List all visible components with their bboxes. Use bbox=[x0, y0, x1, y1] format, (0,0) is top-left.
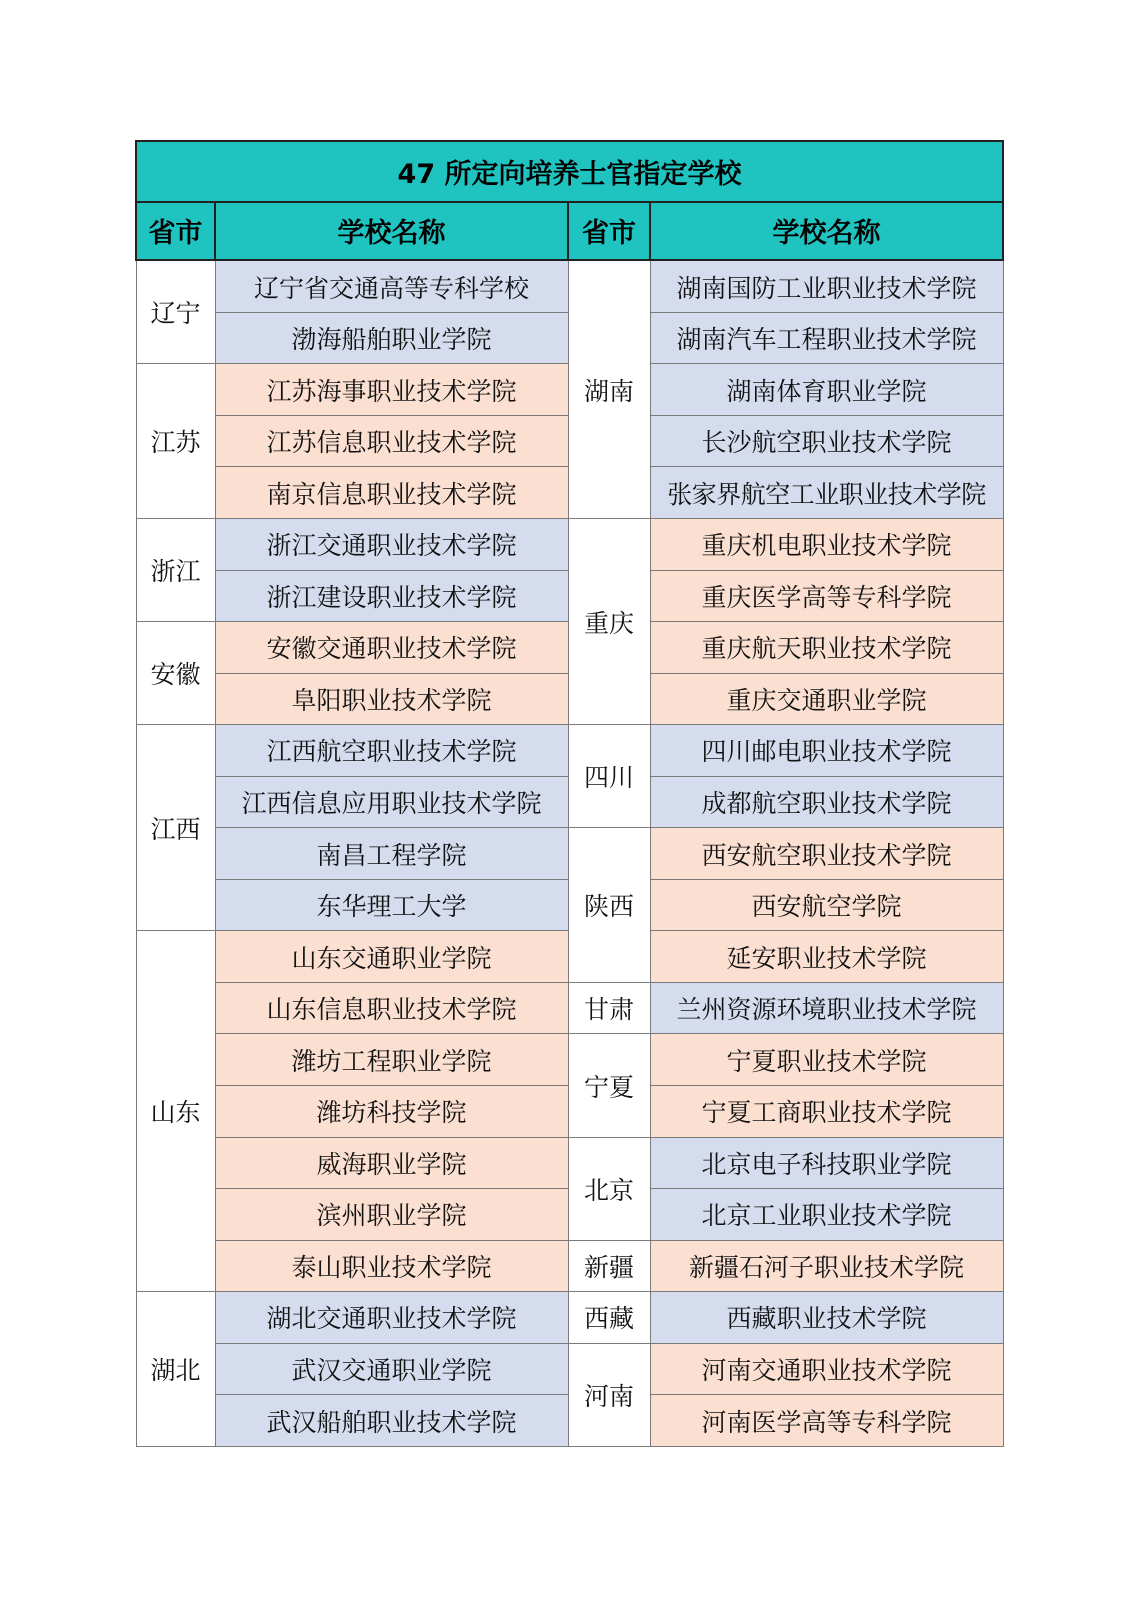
school-cell: 武汉船舶职业技术学院 bbox=[215, 1395, 568, 1447]
province-zhejiang: 浙江 bbox=[136, 519, 215, 622]
school-cell: 辽宁省交通高等专科学校 bbox=[215, 260, 568, 312]
province-xinjiang: 新疆 bbox=[568, 1240, 650, 1292]
school-cell: 长沙航空职业技术学院 bbox=[650, 415, 1003, 467]
header-school-left: 学校名称 bbox=[215, 202, 568, 261]
school-cell: 宁夏职业技术学院 bbox=[650, 1034, 1003, 1086]
province-henan: 河南 bbox=[568, 1343, 650, 1446]
school-cell: 南京信息职业技术学院 bbox=[215, 467, 568, 519]
school-cell: 兰州资源环境职业技术学院 bbox=[650, 982, 1003, 1034]
school-cell: 西安航空学院 bbox=[650, 879, 1003, 931]
school-cell: 张家界航空工业职业技术学院 bbox=[650, 467, 1003, 519]
school-cell: 安徽交通职业技术学院 bbox=[215, 622, 568, 674]
school-cell: 江西信息应用职业技术学院 bbox=[215, 776, 568, 828]
school-cell: 阜阳职业技术学院 bbox=[215, 673, 568, 725]
province-gansu: 甘肃 bbox=[568, 982, 650, 1034]
province-jiangsu: 江苏 bbox=[136, 364, 215, 519]
province-jiangxi: 江西 bbox=[136, 725, 215, 931]
header-school-right: 学校名称 bbox=[650, 202, 1003, 261]
school-cell: 重庆医学高等专科学院 bbox=[650, 570, 1003, 622]
school-cell: 四川邮电职业技术学院 bbox=[650, 725, 1003, 777]
school-cell: 泰山职业技术学院 bbox=[215, 1240, 568, 1292]
province-anhui: 安徽 bbox=[136, 622, 215, 725]
province-shaanxi: 陕西 bbox=[568, 828, 650, 983]
school-cell: 潍坊工程职业学院 bbox=[215, 1034, 568, 1086]
school-cell: 湖南体育职业学院 bbox=[650, 364, 1003, 416]
school-cell: 西安航空职业技术学院 bbox=[650, 828, 1003, 880]
school-cell: 渤海船舶职业学院 bbox=[215, 312, 568, 364]
school-cell: 湖南国防工业职业技术学院 bbox=[650, 260, 1003, 312]
school-cell: 延安职业技术学院 bbox=[650, 931, 1003, 983]
school-cell: 潍坊科技学院 bbox=[215, 1086, 568, 1138]
province-beijing: 北京 bbox=[568, 1137, 650, 1240]
table-title: 47 所定向培养士官指定学校 bbox=[136, 141, 1003, 202]
school-cell: 威海职业学院 bbox=[215, 1137, 568, 1189]
school-cell: 河南交通职业技术学院 bbox=[650, 1343, 1003, 1395]
province-xizang: 西藏 bbox=[568, 1292, 650, 1344]
header-province-left: 省市 bbox=[136, 202, 215, 261]
school-cell: 浙江建设职业技术学院 bbox=[215, 570, 568, 622]
province-ningxia: 宁夏 bbox=[568, 1034, 650, 1137]
school-cell: 江苏信息职业技术学院 bbox=[215, 415, 568, 467]
school-cell: 北京电子科技职业学院 bbox=[650, 1137, 1003, 1189]
school-cell: 重庆机电职业技术学院 bbox=[650, 519, 1003, 571]
school-cell: 新疆石河子职业技术学院 bbox=[650, 1240, 1003, 1292]
school-cell: 滨州职业学院 bbox=[215, 1189, 568, 1241]
school-cell: 南昌工程学院 bbox=[215, 828, 568, 880]
school-cell: 北京工业职业技术学院 bbox=[650, 1189, 1003, 1241]
school-cell: 湖南汽车工程职业技术学院 bbox=[650, 312, 1003, 364]
school-cell: 成都航空职业技术学院 bbox=[650, 776, 1003, 828]
province-sichuan: 四川 bbox=[568, 725, 650, 828]
school-cell: 东华理工大学 bbox=[215, 879, 568, 931]
school-cell: 重庆航天职业技术学院 bbox=[650, 622, 1003, 674]
schools-table bbox=[135, 140, 1004, 1447]
school-cell: 江苏海事职业技术学院 bbox=[215, 364, 568, 416]
province-shandong: 山东 bbox=[136, 931, 215, 1292]
province-liaoning: 辽宁 bbox=[136, 260, 215, 364]
school-cell: 重庆交通职业学院 bbox=[650, 673, 1003, 725]
province-hunan: 湖南 bbox=[568, 260, 650, 518]
school-cell: 江西航空职业技术学院 bbox=[215, 725, 568, 777]
school-cell: 宁夏工商职业技术学院 bbox=[650, 1086, 1003, 1138]
province-chongqing: 重庆 bbox=[568, 519, 650, 725]
school-cell: 武汉交通职业学院 bbox=[215, 1343, 568, 1395]
school-cell: 河南医学高等专科学院 bbox=[650, 1395, 1003, 1447]
school-cell: 浙江交通职业技术学院 bbox=[215, 519, 568, 571]
province-hubei: 湖北 bbox=[136, 1292, 215, 1447]
school-cell: 山东交通职业学院 bbox=[215, 931, 568, 983]
school-cell: 湖北交通职业技术学院 bbox=[215, 1292, 568, 1344]
school-cell: 山东信息职业技术学院 bbox=[215, 982, 568, 1034]
header-province-right: 省市 bbox=[568, 202, 650, 261]
school-cell: 西藏职业技术学院 bbox=[650, 1292, 1003, 1344]
